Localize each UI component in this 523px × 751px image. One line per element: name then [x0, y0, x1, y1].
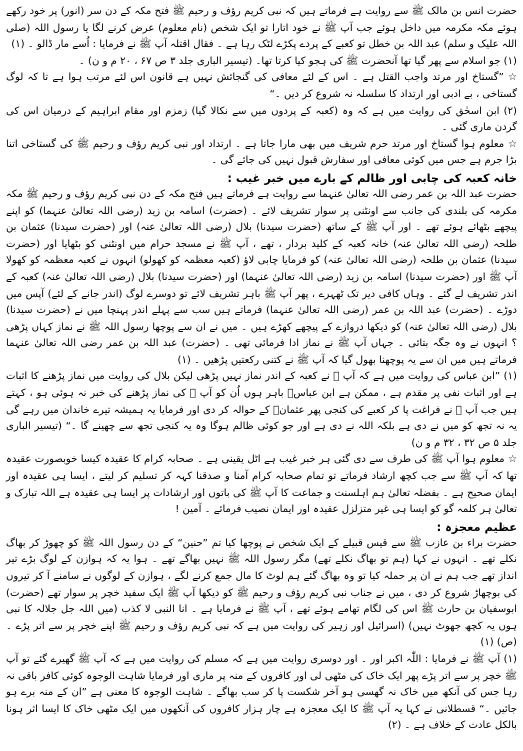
- hadith-paragraph: حضرت انس بن مالک ﷺ سے روایت ہے فرماتے ہیں کہ نبی کریم رؤف و رحیم ﷺ فتح مکہ کے دن سر (انور) پر خود رکھے ہوئے مکہ مکرمہ میں داخل ہوئے جب آپ ﷺ نے خود اتارا تو ایک شخص (نام معلوم) عرض کرنے لگا یا رسول اللہ (صلی اللہ علیک و سلم) عبد اللہ بن خطل تو کعبے کے پردے پکڑے لٹک رہا ہے ۔ فقال اقتلہ آپ ﷺ نے فرمایا : اُسے مار ڈالو ۔ (۱): [6, 6, 517, 51]
- hadith-paragraph: حضرت عبد اللہ بن عمر رضی اللہ تعالیٰ عنہما سے روایت ہے فرماتے ہیں فتح مکہ کے دن نبی کریم رؤف و رحیم ﷺ مکہ مکرمہ کی بلندی کی جانب سے اونٹنی پر سوار تشریف لائے ۔ (حضرت) اسامہ بن زید (رضی اللہ تعالیٰ عنہما) کو اپنے پیچھے بٹھائے ہوئے تھے ۔ اور آپ ﷺ کے ساتھ (حضرت سیدنا) بلال (رضی اللہ تعالیٰ عنہ) اور (حضرت سیدنا) عثمان بن طلحہ (رضی اللہ تعالیٰ عنہ) خانہ کعبہ کے کلید بردار ، تھے ، آپ ﷺ نے مسجد حرام میں اونٹنی کو بٹھایا اور (حضرت سیدنا) عثمان بن طلحہ (رضی اللہ تعالیٰ عنہ) کو فرمایا چابی لاؤ (کعبہ معظمہ کو کھولو) انہوں نے کعبہ معظمہ کو کھولا آپ ﷺ اور (حضرت سیدنا) اسامہ بن زید (رضی اللہ تعالیٰ عنہما) اور (حضرت سیدنا) بلال (رضی اللہ تعالیٰ عنہ) کعبہ کے اندر تشریف لے گئے ۔ وہاں کافی دیر تک ٹھہرے ، پھر آپ ﷺ باہر تشریف لائے تو دوسرے لوگ (اندر جانے کے لئے) آپس میں دوڑے ۔ (حضرت) عبد اللہ بن عمر (رضی اللہ تعالیٰ عنہما) فرماتے ہیں سب سے پہلے اندر پہنچا میں نے (حضرت سیدنا) بلال (رضی اللہ تعالیٰ عنہ) کو دیکھا دروازے کے پیچھے کھڑے ہیں ۔ میں نے ان سے پوچھا رسول اللہ ﷺ نے نماز کہاں پڑھی ؟ انہوں نے وہ جگہ بتائی ۔ جہاں آپ ﷺ نے نماز ادا فرمائی تھی ۔ (حضرت) عبد اللہ بن عمر رضی اللہ تعالیٰ عنہما فرماتے ہیں میں ان سے یہ پوچھنا بھول گیا کہ آپ ﷺ نے کتنی رکعتیں پڑھیں ۔ (۱): [6, 188, 517, 366]
- commentary-paragraph: ☆ ”گستاخ اور مرتد واجب القتل ہے ۔ اس کے لئے معافی کی گنجائش نہیں ہے قانون اس لئے مرتب ہوا ہے تا کہ لوگ گستاخی ، بے ادبی اور ارتداد کا سلسلہ نہ شروع کر دیں ۔“: [6, 72, 517, 100]
- footnote-paragraph: (۱) ”ابن عباس کی روایت میں ہے کہ آپ ﷺ نے کعبہ کے اندر نماز نہیں پڑھی لیکن بلال کی روایت میں نماز پڑھنے کا اثبات ہے اور اثبات نفی پر مقدم ہے ، ممکن ہے ابن عباسؓ باہر ہوں اُن کو آپ ﷺ کی نماز پڑھنے کی خبر نہ ہوئی ہو ، کہتے ہیں جب آپ ﷺ نے فراغت پا کر کعبے کی کنجی پھر عثمانؓ کے حوالہ کر دی اور فرمایا یہ ہمیشہ تیرے خاندان میں رہے گی یہ نہ تجھ کو میں نے دی ہے بلکہ اللہ نے دی ہے اور جو کوئی ظالم ہوگا وہ یہ کنجی تجھ سے چھینے گا ۔“ (تیسیر الباری جلد ۵ ص ۳۲ ، ۳۲ م و ن): [6, 371, 517, 449]
- section-heading-kaaba-key: خانہ کعبہ کی چابی اور ظالم کے بارے میں خبر غیب :: [227, 170, 517, 185]
- footnote-paragraph: (۱) آپ ﷺ نے فرمایا : اللّٰہ اکبر اور ۔ اور دوسری روایت میں ہے کہ مسلم کی روایت میں ہے کہ آپ ﷺ گھیرے گئے تو آپ ﷺ خچر پر سے اتر پڑے پھر ایک خاک کی مٹھی لی اور کافروں کے منہ پر ماری اور فرمایا شاہت الوجوہ کوئی کافر باقی نہ رہا جس کی آنکھ میں خاک نہ گھسی ہو آخر شکست پا کر سب بھاگے ۔ شاہت الوجوہ کا معنی ہے ”ان کے منہ برے ہو جائیں ۔“ قسطلانی نے کہا یہ آپ ﷺ کا ایک معجزہ ہے چار ہزار کافروں کی آنکھوں میں ایک مٹھی خاک کا ایسا اثر ہونا بالکل عادت کے خلاف ہے ۔ (۲): [6, 653, 517, 732]
- commentary-paragraph: ☆ معلوم ہوا گستاخ اور مرتد حرم شریف میں بھی مارا جاتا ہے ۔ ارتداد اور نبی کریم رؤف و رحیم ﷺ کی گستاخی اتنا بڑا جرم ہے جس میں کوئی معافی اور سفارش قبول نہیں کی جائے گی ۔: [6, 138, 517, 167]
- commentary-paragraph: ☆ معلوم ہوا آپ ﷺ کی طرف سے دی گئی ہر خبر غیب ہے اٹل یقینی ہے ۔ صحابہ کرام کا عقیدہ کیسا خوبصورت عقیدہ تھا کہ آپ ﷺ سے جب کچھ ارشاد فرماتے تو تمام صحابہ کرام آمنا و صدقنا کہہ کر تسلیم کر لیتے ، ایسا ہی عقیدہ اور ایمان صحیح ہے ۔ بفضلہ تعالیٰ ہم اہلسنت و جماعت کا آپ ﷺ کی باتوں اور ارشادات پر ایسا ہی عقیدہ ہے اللہ تبارک و تعالیٰ ہر کلمہ گو کو ایسا ہی غیر متزلزل عقیدہ اور ایمان نصیب فرمائے ۔ آمین !: [6, 454, 517, 516]
- section-heading-great-miracle: عظیم معجزہ :: [436, 519, 517, 534]
- footnote-paragraph: (۱) جو اسلام سے پھر گیا تھا آنحضرت ﷺ کی ہجو کیا کرتا تھا۔ (تیسیر الباری جلد ۳ ص ۶۷ ، ۲۰ م و ن) ۔: [78, 55, 517, 67]
- hadith-paragraph: حضرت براء بن عازب ﷺ سے قیس قبیلے کے ایک شخص نے پوچھا کیا تم ”حنین“ کے دن رسول اللہ ﷺ کو چھوڑ کر بھاگ نکلے تھے ۔ انہوں نے کہا (ہم تو بھاگ نکلے تھے) مگر رسول اللہ ﷺ نہیں بھاگے تھے ۔ ہوا یہ کہ ہوازن کے لوگ بڑے تیر انداز تھے جب ہم نے ان پر حملہ کیا تو وہ بھاگ گئے ہم لوٹ کا مال جمع کرنے لگے ، ہوازن کے لوگوں نے سامنے آ کر تیروں کی بوچھاڑ شروع کر دی ، میں نے جناب نبی کریم رؤف و رحیم ﷺ کو دیکھا آپ ﷺ ایک سفید خچر پر سوار تھے (حضرت) ابوسفیان بن حارث ﷺ اس کی لگام تھامے ہوئے تھے ، آپ ﷺ نے فرمایا ہے ۔ انا النبی لا کذب (میں اللہ جل جلالہ کا نبی ہوں یہ کچھ جھوٹ نہیں) (اسرائیل اور زہیر کی روایت میں ہے کہ نبی کریم رؤف و رحیم ﷺ اپنے خچر پر سے اتر پڑے ۔ (ص) (۱): [6, 537, 517, 649]
- footnote-paragraph: (۲) ابن اسحٰق کی روایت میں ہے کہ وہ (کعبہ کے پردوں میں سے نکالا گیا) زمزم اور مقام ابراہیم کے درمیان اس کی گردن ماری گئی ۔: [6, 105, 517, 134]
